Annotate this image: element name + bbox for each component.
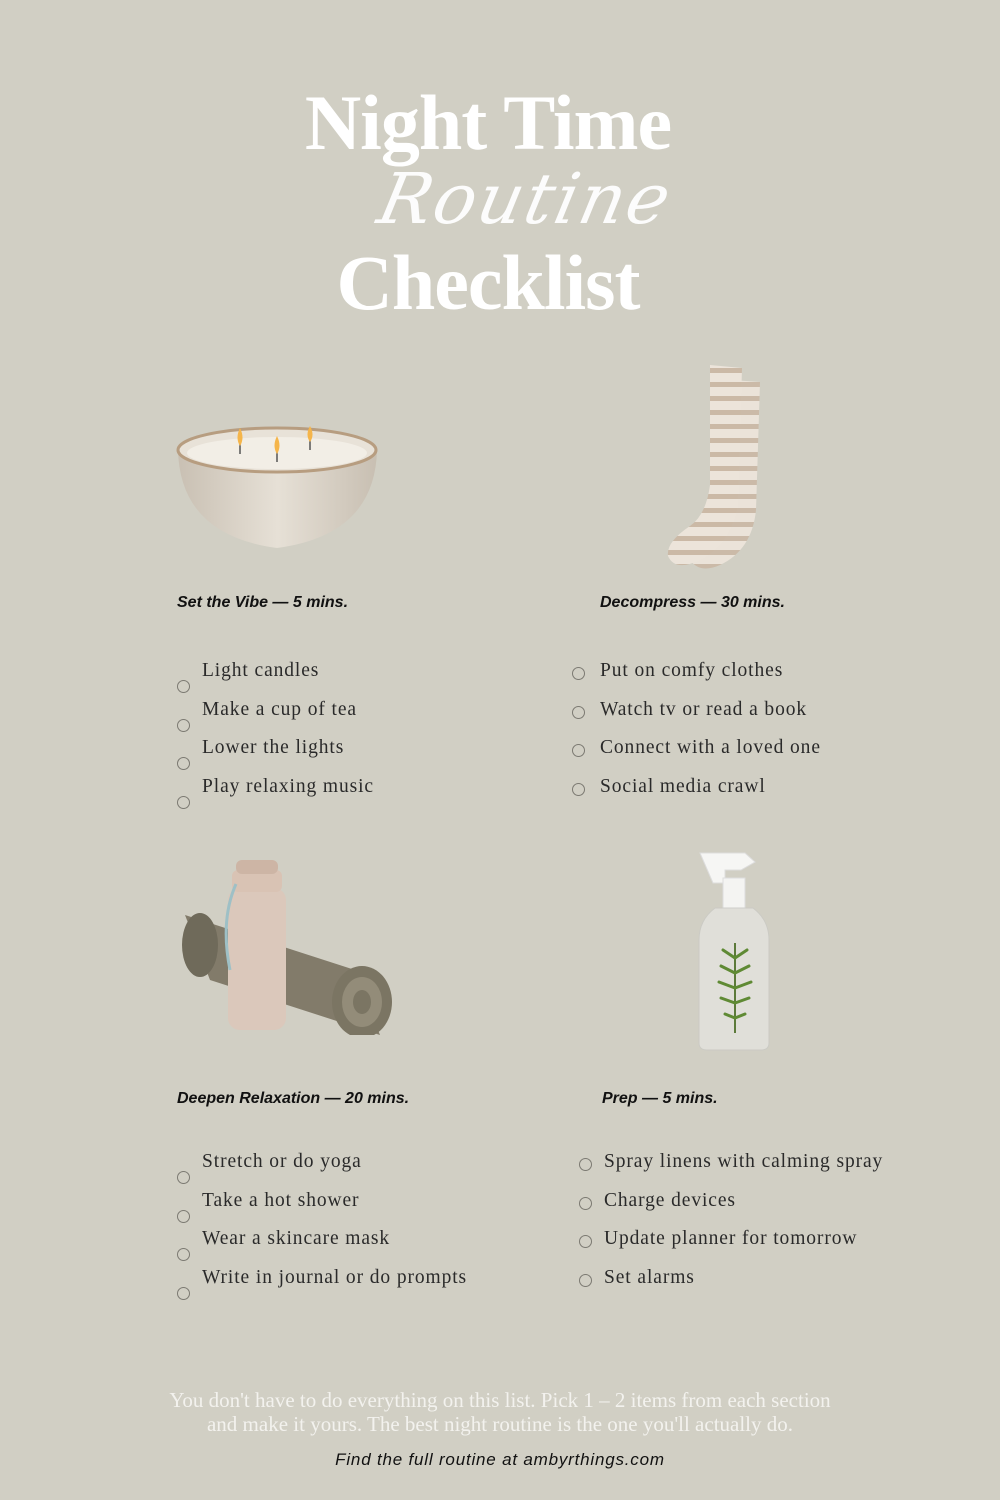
checkbox-circle[interactable] bbox=[177, 680, 190, 693]
fuzzy-socks-image bbox=[660, 360, 770, 580]
section-title-prep: Prep — 5 mins. bbox=[602, 1090, 718, 1107]
checkbox-circle[interactable] bbox=[177, 1171, 190, 1184]
checkbox-circle[interactable] bbox=[572, 744, 585, 757]
checkbox-circle[interactable] bbox=[572, 783, 585, 796]
footer-note bbox=[0, 1388, 1000, 1436]
water-bottle-yoga-mat-image bbox=[180, 860, 400, 1035]
title-script: Routine bbox=[371, 158, 680, 240]
checkbox-circle[interactable] bbox=[579, 1235, 592, 1248]
footer-link[interactable]: Find the full routine at ambyrthings.com bbox=[335, 1450, 665, 1469]
section-title-set-the-vibe: Set the Vibe — 5 mins. bbox=[177, 594, 349, 611]
section-title-decompress: Decompress — 30 mins. bbox=[600, 594, 785, 611]
checkbox-circle[interactable] bbox=[177, 1248, 190, 1261]
checkbox-circle[interactable] bbox=[177, 757, 190, 770]
checkbox-circle[interactable] bbox=[177, 719, 190, 732]
checkbox-circle[interactable] bbox=[177, 796, 190, 809]
checkbox-circle[interactable] bbox=[579, 1274, 592, 1287]
checkbox-circle[interactable] bbox=[572, 706, 585, 719]
checkbox-circle[interactable] bbox=[177, 1210, 190, 1223]
spray-bottle-rosemary-image bbox=[695, 848, 775, 1053]
footer-note-line-2: and make it yours. The best night routine is the one you'll actually do. bbox=[206, 1412, 794, 1436]
checkbox-circle[interactable] bbox=[572, 667, 585, 680]
checkbox-circle[interactable] bbox=[177, 1287, 190, 1300]
checkbox-circle[interactable] bbox=[579, 1197, 592, 1210]
title-line-3: Checklist bbox=[336, 239, 640, 326]
candle-bowl-image bbox=[175, 420, 380, 555]
footer-note-line-1: You don't have to do everything on this list. Pick 1 – 2 items from each section bbox=[169, 1388, 831, 1412]
section-title-deepen-relaxation: Deepen Relaxation — 20 mins. bbox=[177, 1090, 410, 1107]
title-line-1: Night Time bbox=[304, 79, 672, 166]
checkbox-circle[interactable] bbox=[579, 1158, 592, 1171]
